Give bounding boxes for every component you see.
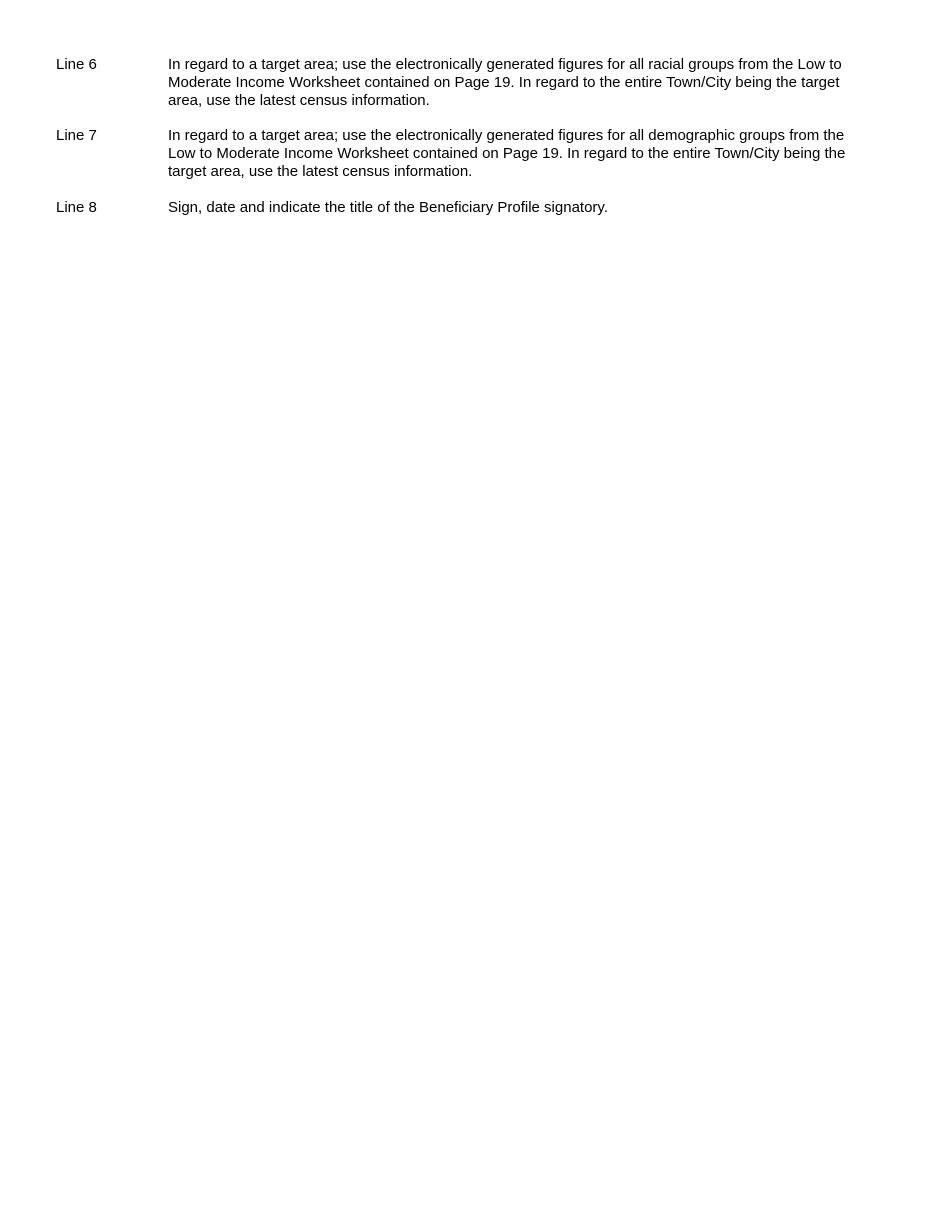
instruction-label: Line 7 <box>56 127 97 144</box>
instruction-text <box>168 56 886 110</box>
instruction-line-8 <box>56 199 886 217</box>
instruction-text <box>168 127 886 181</box>
instruction-label: Line 6 <box>56 56 97 73</box>
instruction-label: Line 8 <box>56 199 97 216</box>
instruction-text <box>168 199 886 217</box>
instruction-text-line: Moderate Income Worksheet contained on Page 19. In regard to the entire Town/City being the target <box>168 74 840 91</box>
instruction-text-line: target area, use the latest census information. <box>168 163 473 180</box>
instruction-text-line: area, use the latest census information. <box>168 92 430 109</box>
instruction-text-line: In regard to a target area; use the electronically generated figures for all racial groups from the Low to <box>168 56 842 73</box>
instruction-line-6 <box>56 56 886 110</box>
instruction-line-7 <box>56 127 886 181</box>
instruction-text-line: Low to Moderate Income Worksheet contained on Page 19. In regard to the entire Town/City being the <box>168 145 846 162</box>
instruction-text-line: Sign, date and indicate the title of the Beneficiary Profile signatory. <box>168 199 608 216</box>
instruction-text-line: In regard to a target area; use the electronically generated figures for all demographic groups from the <box>168 127 845 144</box>
